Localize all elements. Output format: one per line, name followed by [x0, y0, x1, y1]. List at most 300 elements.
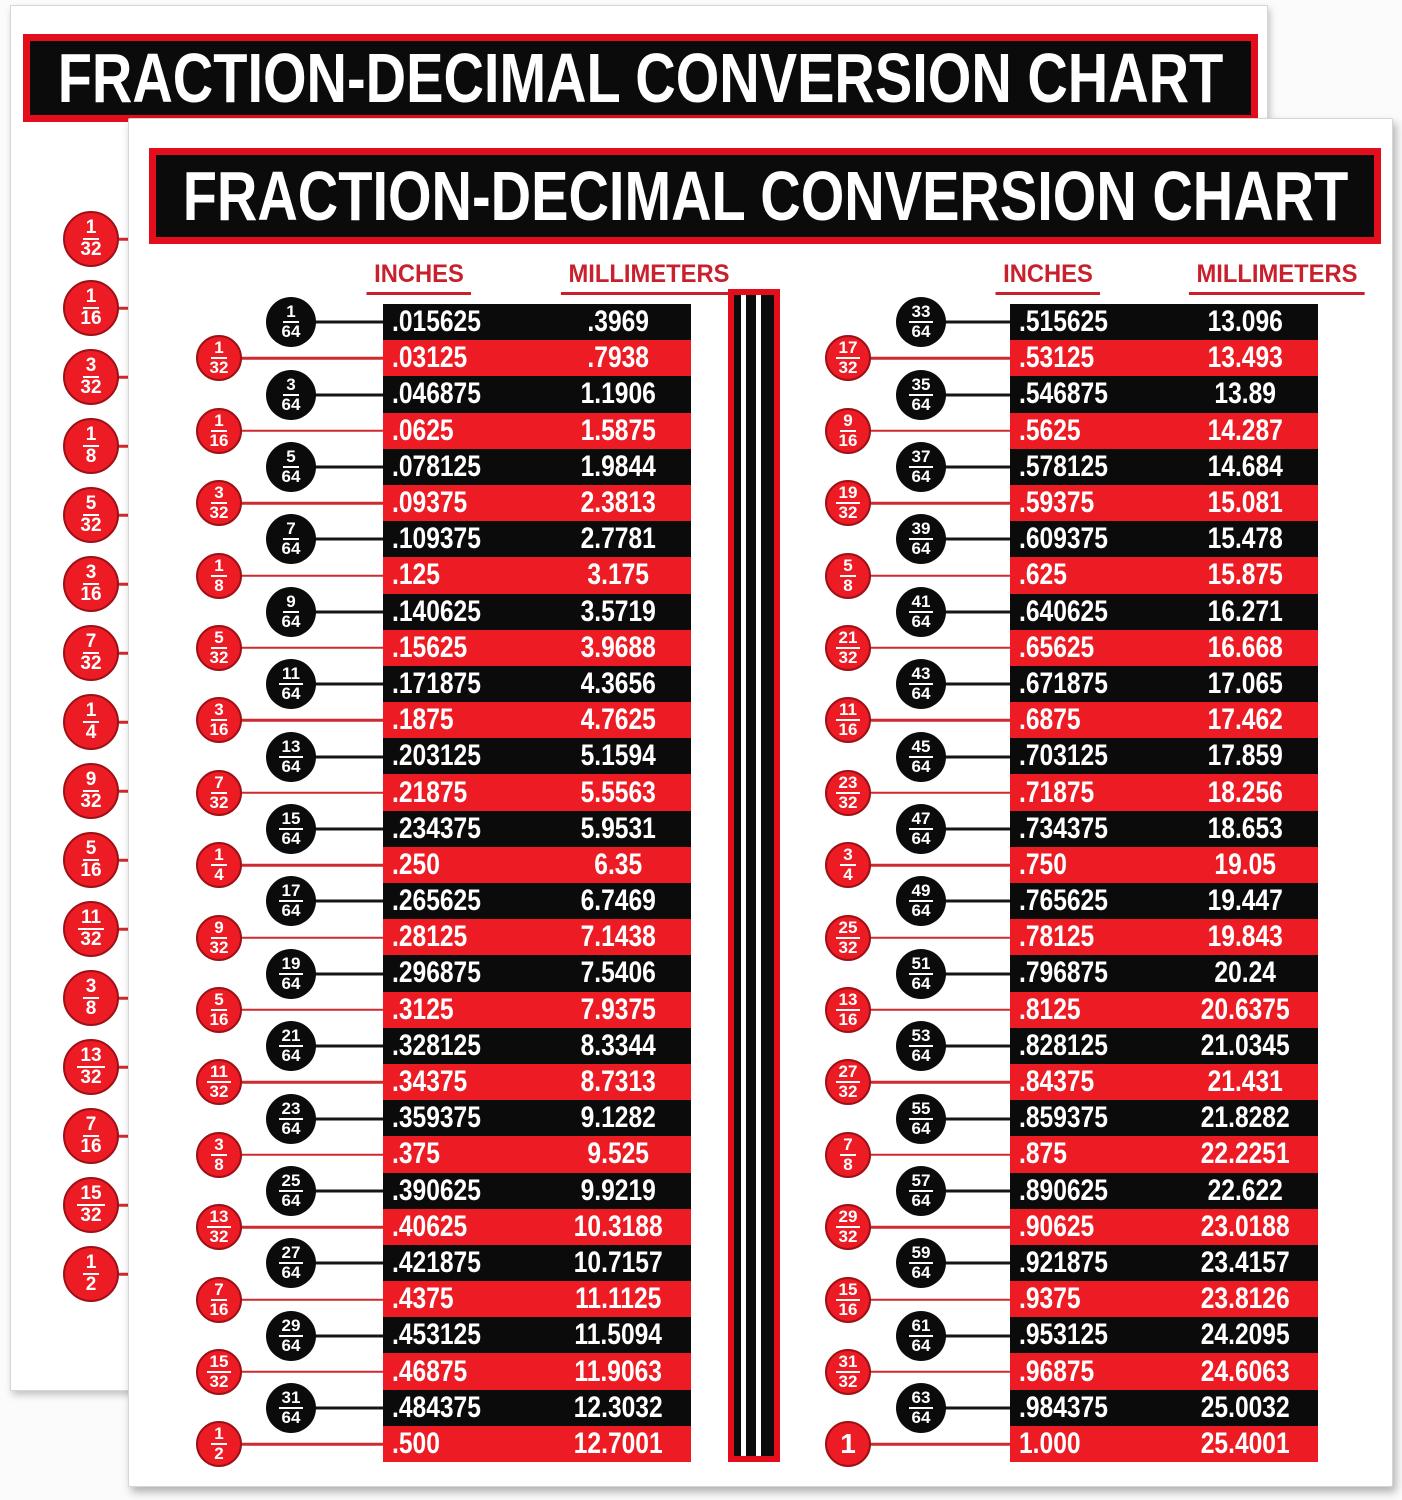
- millimeters-value: 2.7781: [580, 522, 657, 556]
- fraction-numerator: 3: [211, 701, 226, 721]
- fraction-circle: [896, 1094, 946, 1144]
- table-row: [383, 449, 691, 485]
- fraction-denominator: 64: [281, 828, 301, 848]
- table-row: [383, 376, 691, 412]
- millimeters-header-left: MILLIMETERS: [561, 260, 737, 295]
- fraction-numerator: 37: [909, 448, 934, 468]
- fraction-numerator: 25: [279, 1172, 304, 1192]
- decimal-inches-value: .203125: [392, 739, 481, 773]
- table-row: [383, 1173, 691, 1209]
- table-row: [383, 1353, 691, 1389]
- fraction-numerator: 51: [909, 955, 934, 975]
- fraction-numerator: 27: [836, 1063, 861, 1083]
- decimal-inches-value: .125: [392, 558, 440, 592]
- decimal-inches-value: .234375: [392, 811, 481, 845]
- fraction-numerator: 7: [211, 1281, 226, 1301]
- fraction-numerator: 21: [836, 629, 861, 649]
- decimal-inches-value: .750: [1019, 847, 1067, 881]
- decimal-inches-value: .015625: [392, 305, 481, 339]
- fraction-denominator: 32: [80, 653, 102, 674]
- center-divider: [728, 289, 780, 1462]
- fraction-numerator: 11: [279, 665, 303, 685]
- connector-line: [219, 1371, 383, 1374]
- fraction-denominator: 32: [838, 1082, 858, 1102]
- connector-line: [848, 574, 1010, 577]
- fraction-numerator: 27: [279, 1244, 304, 1264]
- fraction-denominator: 2: [85, 1274, 97, 1295]
- fraction-circle: [196, 408, 242, 454]
- fraction-numerator: 59: [909, 1244, 934, 1264]
- fraction-circle: [196, 697, 242, 743]
- fraction-circle: [266, 949, 316, 999]
- fraction-denominator: 64: [281, 1263, 301, 1283]
- decimal-inches-value: .875: [1019, 1137, 1067, 1171]
- decimal-inches-value: .359375: [392, 1101, 481, 1135]
- fraction-circle: [825, 915, 871, 961]
- table-row: [1010, 413, 1318, 449]
- connector-line: [848, 357, 1010, 360]
- fraction-circle: [825, 335, 871, 381]
- decimal-inches-value: .546875: [1019, 377, 1108, 411]
- fraction-numerator: 21: [279, 1027, 304, 1047]
- fraction-circle: [825, 1132, 871, 1178]
- fraction-circle: [266, 514, 316, 564]
- table-row: [1010, 1209, 1318, 1245]
- fraction-circle: [266, 370, 316, 420]
- fraction-denominator: 32: [838, 1371, 858, 1391]
- fraction-numerator: 23: [836, 774, 861, 794]
- fraction-numerator: 49: [909, 882, 934, 902]
- millimeters-value: 11.5094: [574, 1318, 663, 1352]
- fraction-circle: [196, 625, 242, 671]
- decimal-inches-value: .500: [392, 1426, 440, 1460]
- conversion-table-right: [1010, 304, 1318, 1462]
- fraction-circle: [266, 1238, 316, 1288]
- table-row: [1010, 955, 1318, 991]
- fraction-denominator: 16: [80, 584, 102, 605]
- fraction-circle: [63, 832, 119, 888]
- table-row: [383, 774, 691, 810]
- fraction-denominator: 32: [838, 792, 858, 812]
- fraction-denominator: 32: [80, 791, 102, 812]
- fraction-numerator: 13: [207, 1208, 232, 1228]
- fraction-circle: [896, 370, 946, 420]
- millimeters-value: 1.9844: [580, 449, 657, 483]
- table-row: [1010, 594, 1318, 630]
- fraction-circle: [896, 1238, 946, 1288]
- table-row: [1010, 485, 1318, 521]
- fraction-circle: [896, 1166, 946, 1216]
- fraction-denominator: 64: [911, 1335, 931, 1355]
- table-row: [383, 1136, 691, 1172]
- fraction-numerator: 5: [83, 494, 100, 516]
- decimal-inches-value: .046875: [392, 377, 481, 411]
- fraction-circle: [196, 842, 242, 888]
- fraction-circle: [896, 514, 946, 564]
- connector-line: [219, 647, 383, 650]
- connector-line: [848, 1081, 1010, 1084]
- fraction-denominator: 64: [911, 466, 931, 486]
- fraction-circle: [266, 804, 316, 854]
- fraction-numerator: 15: [207, 1353, 232, 1373]
- decimal-inches-value: .03125: [392, 341, 468, 375]
- fraction-circle: [825, 1277, 871, 1323]
- fraction-numerator: 1: [211, 846, 226, 866]
- table-row: [383, 919, 691, 955]
- front-title-bar: [149, 148, 1381, 244]
- decimal-inches-value: .640625: [1019, 594, 1108, 628]
- fraction-denominator: 64: [281, 394, 301, 414]
- fraction-circle: [825, 1349, 871, 1395]
- fraction-circle: [196, 553, 242, 599]
- decimal-inches-value: .921875: [1019, 1245, 1108, 1279]
- table-row: [1010, 883, 1318, 919]
- fraction-numerator: 7: [83, 1115, 100, 1137]
- millimeters-value: 15.081: [1207, 486, 1284, 520]
- connector-line: [219, 864, 383, 867]
- fraction-circle: [196, 770, 242, 816]
- table-row: [383, 883, 691, 919]
- decimal-inches-value: .265625: [392, 884, 481, 918]
- millimeters-value: 10.7157: [574, 1245, 664, 1279]
- inches-header-left: INCHES: [367, 260, 472, 295]
- connector-line: [848, 1443, 1010, 1446]
- fraction-circle: [266, 1166, 316, 1216]
- decimal-inches-value: .171875: [392, 666, 481, 700]
- fraction-denominator: 32: [838, 503, 858, 523]
- millimeters-value: 18.653: [1207, 811, 1284, 845]
- fraction-circle: [266, 659, 316, 709]
- fraction-numerator: 29: [279, 1317, 304, 1337]
- decimal-inches-value: .890625: [1019, 1173, 1108, 1207]
- millimeters-value: 8.7313: [580, 1065, 657, 1099]
- fraction-denominator: 32: [838, 358, 858, 378]
- fraction-denominator: 64: [281, 756, 301, 776]
- decimal-inches-value: .734375: [1019, 811, 1108, 845]
- decimal-inches-value: .8125: [1019, 992, 1081, 1026]
- table-row: [383, 521, 691, 557]
- millimeters-value: 12.7001: [574, 1426, 664, 1460]
- fraction-circle: [63, 1039, 119, 1095]
- fraction-numerator: 9: [83, 770, 100, 792]
- fraction-circle: [896, 876, 946, 926]
- table-row: [1010, 774, 1318, 810]
- millimeters-value: 20.24: [1214, 956, 1277, 990]
- fraction-circle: [266, 1311, 316, 1361]
- table-row: [1010, 811, 1318, 847]
- millimeters-value: 13.493: [1207, 341, 1284, 375]
- fraction-circle: [266, 587, 316, 637]
- table-row: [383, 1064, 691, 1100]
- millimeters-value: 5.9531: [580, 811, 657, 845]
- table-row: [383, 666, 691, 702]
- millimeters-value: 5.1594: [580, 739, 657, 773]
- decimal-inches-value: .9375: [1019, 1282, 1081, 1316]
- millimeters-value: 10.3188: [574, 1209, 664, 1243]
- fraction-circle: [825, 480, 871, 526]
- fraction-numerator: 7: [283, 520, 298, 540]
- fraction-denominator: 32: [80, 377, 102, 398]
- fraction-circle: [196, 1132, 242, 1178]
- fraction-denominator: 16: [80, 1136, 102, 1157]
- front-chart-page: [128, 118, 1393, 1487]
- decimal-inches-value: .296875: [392, 956, 481, 990]
- fraction-denominator: 64: [281, 1118, 301, 1138]
- fraction-denominator: 64: [911, 1263, 931, 1283]
- millimeters-value: 17.462: [1207, 703, 1284, 737]
- connector-line: [219, 1009, 383, 1012]
- table-row: [1010, 1064, 1318, 1100]
- fraction-circle: [196, 1349, 242, 1395]
- decimal-inches-value: .484375: [392, 1390, 481, 1424]
- fraction-numerator: 15: [77, 1184, 104, 1206]
- fraction-numerator: 1: [83, 701, 100, 723]
- table-row: [1010, 1245, 1318, 1281]
- fraction-circle: [63, 625, 119, 681]
- decimal-inches-value: .453125: [392, 1318, 481, 1352]
- fraction-circle: [896, 804, 946, 854]
- divider-stripe: [741, 295, 746, 1456]
- fraction-denominator: 32: [838, 937, 858, 957]
- fraction-circle: [63, 211, 119, 267]
- fraction-denominator: 64: [911, 901, 931, 921]
- decimal-inches-value: .34375: [392, 1065, 468, 1099]
- table-row: [1010, 847, 1318, 883]
- fraction-circle: [266, 876, 316, 926]
- fraction-denominator: 32: [838, 647, 858, 667]
- decimal-inches-value: .578125: [1019, 449, 1108, 483]
- millimeters-value: 23.0188: [1201, 1209, 1291, 1243]
- decimal-inches-value: .0625: [392, 413, 454, 447]
- fraction-denominator: 64: [911, 973, 931, 993]
- decimal-inches-value: .515625: [1019, 305, 1108, 339]
- table-row: [1010, 702, 1318, 738]
- millimeters-value: 4.7625: [580, 703, 657, 737]
- fraction-numerator: 11: [836, 701, 860, 721]
- fraction-circle: [825, 697, 871, 743]
- fraction-denominator: 64: [281, 1046, 301, 1066]
- background-title: FRACTION-DECIMAL CONVERSION CHART: [57, 39, 1224, 117]
- fraction-numerator: 31: [279, 1389, 304, 1409]
- decimal-inches-value: .28125: [392, 920, 468, 954]
- millimeters-value: 22.622: [1207, 1173, 1284, 1207]
- fraction-numerator: 1: [83, 1253, 100, 1275]
- millimeters-value: 14.287: [1207, 413, 1284, 447]
- connector-line: [848, 1153, 1010, 1156]
- fraction-denominator: 64: [281, 1408, 301, 1428]
- fraction-circle: [196, 480, 242, 526]
- fraction-denominator: 64: [281, 539, 301, 559]
- millimeters-value: 13.89: [1214, 377, 1277, 411]
- table-row: [1010, 1353, 1318, 1389]
- fraction-numerator: 31: [836, 1353, 861, 1373]
- decimal-inches-value: .3125: [392, 992, 454, 1026]
- fraction-numerator: 7: [211, 774, 226, 794]
- table-row: [1010, 1136, 1318, 1172]
- fraction-circle: [266, 1094, 316, 1144]
- fraction-numerator: 25: [836, 919, 861, 939]
- fraction-denominator: 64: [281, 322, 301, 342]
- table-row: [383, 811, 691, 847]
- fraction-denominator: 4: [843, 865, 853, 885]
- fraction-whole-number: 1: [840, 1428, 856, 1460]
- decimal-inches-value: .671875: [1019, 666, 1108, 700]
- fraction-numerator: 57: [909, 1172, 934, 1192]
- decimal-inches-value: 1.000: [1019, 1426, 1081, 1460]
- millimeters-value: 23.4157: [1201, 1245, 1291, 1279]
- fraction-numerator: 17: [836, 339, 861, 359]
- fraction-circle: [196, 335, 242, 381]
- millimeters-value: .7938: [587, 341, 650, 375]
- fraction-denominator: 8: [85, 998, 97, 1019]
- millimeters-value: 1.5875: [580, 413, 657, 447]
- fraction-numerator: 29: [836, 1208, 861, 1228]
- millimeters-value: 24.6063: [1201, 1354, 1291, 1388]
- fraction-numerator: 3: [211, 1136, 226, 1156]
- fraction-denominator: 32: [209, 792, 229, 812]
- fraction-numerator: 23: [279, 1100, 304, 1120]
- fraction-circle: [196, 987, 242, 1033]
- divider-stripe: [756, 295, 761, 1456]
- millimeters-value: 11.9063: [574, 1354, 663, 1388]
- table-row: [1010, 557, 1318, 593]
- fraction-numerator: 53: [909, 1027, 934, 1047]
- fraction-denominator: 32: [209, 647, 229, 667]
- fraction-numerator: 9: [283, 593, 298, 613]
- fraction-numerator: 63: [909, 1389, 934, 1409]
- fraction-denominator: 32: [80, 239, 102, 260]
- connector-line: [848, 502, 1010, 505]
- table-row: [1010, 521, 1318, 557]
- fraction-denominator: 32: [80, 1205, 102, 1226]
- table-row: [1010, 738, 1318, 774]
- millimeters-value: 9.525: [587, 1137, 650, 1171]
- fraction-circle: [63, 1177, 119, 1233]
- fraction-numerator: 3: [283, 376, 298, 396]
- table-row: [1010, 630, 1318, 666]
- fraction-circle: [825, 625, 871, 671]
- connector-line: [219, 719, 383, 722]
- fraction-numerator: 1: [211, 557, 226, 577]
- inches-header-right: INCHES: [996, 260, 1101, 295]
- decimal-inches-value: .65625: [1019, 630, 1095, 664]
- fraction-numerator: 1: [83, 287, 100, 309]
- fraction-numerator: 33: [909, 303, 934, 323]
- decimal-inches-value: .90625: [1019, 1209, 1095, 1243]
- fraction-numerator: 19: [279, 955, 304, 975]
- millimeters-value: 9.1282: [580, 1101, 657, 1135]
- table-row: [383, 955, 691, 991]
- table-row: [383, 738, 691, 774]
- fraction-denominator: 32: [209, 1227, 229, 1247]
- fraction-numerator: 1: [83, 425, 100, 447]
- decimal-inches-value: .1875: [392, 703, 454, 737]
- fraction-numerator: 1: [283, 303, 298, 323]
- table-row: [383, 413, 691, 449]
- fraction-circle: [896, 1383, 946, 1433]
- millimeters-value: 3.5719: [580, 594, 657, 628]
- connector-line: [219, 1298, 383, 1301]
- fraction-numerator: 5: [283, 448, 298, 468]
- fraction-numerator: 1: [211, 339, 226, 359]
- fraction-numerator: 13: [279, 738, 304, 758]
- fraction-circle: [63, 1108, 119, 1164]
- millimeters-value: 17.859: [1207, 739, 1284, 773]
- fraction-numerator: 45: [909, 738, 934, 758]
- fraction-denominator: 32: [80, 1067, 102, 1088]
- fraction-circle: [266, 297, 316, 347]
- decimal-inches-value: .703125: [1019, 739, 1108, 773]
- decimal-inches-value: .09375: [392, 486, 468, 520]
- millimeters-value: 24.2095: [1201, 1318, 1291, 1352]
- connector-line: [219, 574, 383, 577]
- fraction-denominator: 8: [843, 1154, 853, 1174]
- fraction-denominator: 64: [911, 1408, 931, 1428]
- millimeters-value: 6.7469: [580, 884, 657, 918]
- fraction-circle: [266, 1383, 316, 1433]
- fraction-numerator: 1: [211, 1425, 226, 1445]
- decimal-inches-value: .40625: [392, 1209, 468, 1243]
- decimal-inches-value: .984375: [1019, 1390, 1108, 1424]
- fraction-numerator: 13: [77, 1046, 104, 1068]
- fraction-numerator: 39: [909, 520, 934, 540]
- millimeters-value: 19.05: [1214, 847, 1277, 881]
- millimeters-value: 22.2251: [1201, 1137, 1291, 1171]
- fraction-denominator: 64: [911, 1190, 931, 1210]
- fraction-circle: [196, 1277, 242, 1323]
- decimal-inches-value: .59375: [1019, 486, 1095, 520]
- millimeters-value: 5.5563: [580, 775, 657, 809]
- table-row: [383, 340, 691, 376]
- fraction-numerator: 1: [211, 412, 226, 432]
- millimeters-value: 15.478: [1207, 522, 1284, 556]
- table-row: [1010, 992, 1318, 1028]
- decimal-inches-value: .765625: [1019, 884, 1108, 918]
- decimal-inches-value: .6875: [1019, 703, 1081, 737]
- background-title-bar: [23, 34, 1258, 122]
- fraction-circle: [266, 732, 316, 782]
- table-row: [383, 594, 691, 630]
- fraction-numerator: 7: [83, 632, 100, 654]
- connector-line: [219, 791, 383, 794]
- table-row: [383, 1317, 691, 1353]
- table-row: [383, 702, 691, 738]
- connector-line: [848, 791, 1010, 794]
- table-row: [1010, 919, 1318, 955]
- table-row: [1010, 1426, 1318, 1462]
- connector-line: [848, 719, 1010, 722]
- fraction-numerator: 5: [840, 557, 855, 577]
- fraction-denominator: 64: [281, 1335, 301, 1355]
- fraction-denominator: 32: [209, 358, 229, 378]
- fraction-numerator: 3: [83, 356, 100, 378]
- decimal-inches-value: .609375: [1019, 522, 1108, 556]
- millimeters-header-right: MILLIMETERS: [1189, 260, 1365, 295]
- table-row: [383, 630, 691, 666]
- decimal-inches-value: .78125: [1019, 920, 1095, 954]
- connector-line: [219, 357, 383, 360]
- fraction-numerator: 3: [840, 846, 855, 866]
- fraction-denominator: 64: [911, 539, 931, 559]
- table-row: [1010, 1100, 1318, 1136]
- fraction-numerator: 11: [207, 1063, 231, 1083]
- decimal-inches-value: .21875: [392, 775, 468, 809]
- fraction-circle: [63, 280, 119, 336]
- table-row: [383, 1390, 691, 1426]
- fraction-denominator: 64: [911, 828, 931, 848]
- fraction-circle: [196, 1059, 242, 1105]
- millimeters-value: 16.668: [1207, 630, 1284, 664]
